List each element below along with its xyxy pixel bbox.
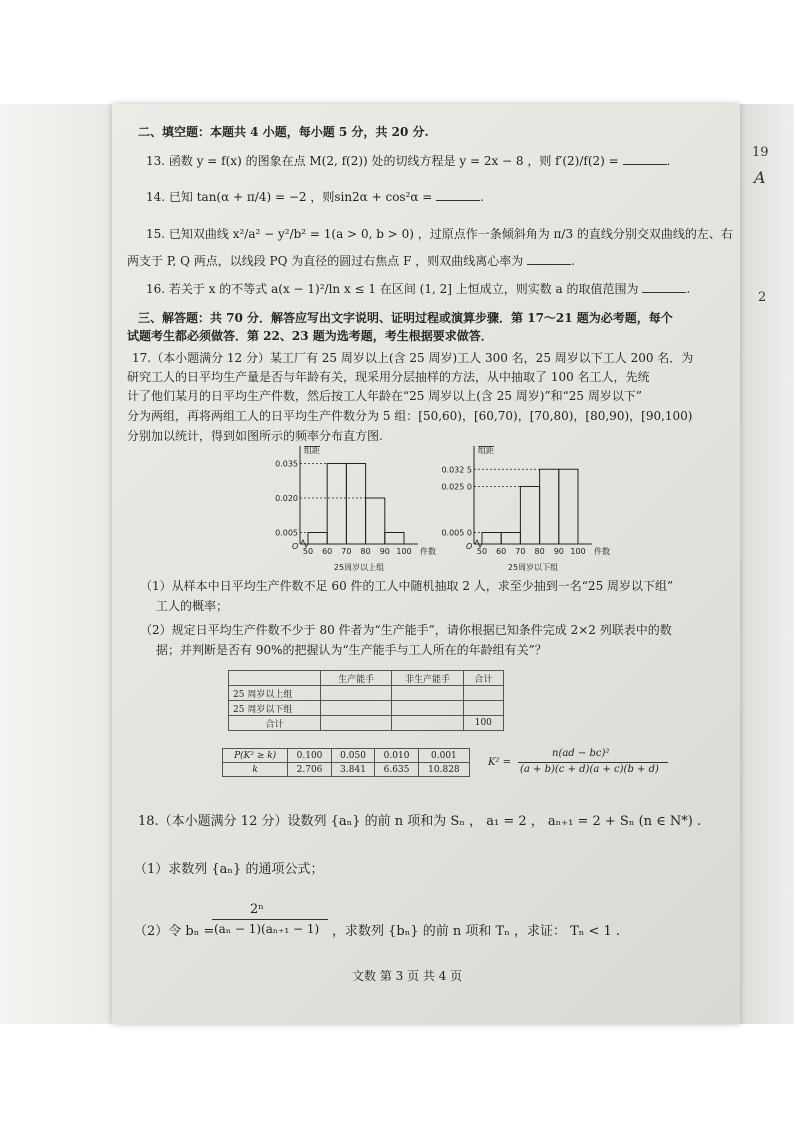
x-axis-label: 件数 [420, 547, 436, 556]
q18-intro: 18.（本小题满分 12 分）设数列 {aₙ} 的前 n 项和为 Sₙ ， a₁ = 2 ， aₙ₊₁ = 2 + Sₙ (n ∈ N*) . [138, 814, 702, 829]
page-footer: 文数 第 3 页 共 4 页 [352, 969, 463, 983]
table-row [229, 686, 504, 701]
table-cell[interactable] [463, 686, 503, 701]
table-cell: 合计 [463, 671, 503, 686]
formula-denominator: (a + b)(c + d)(a + c)(b + d) [520, 764, 659, 775]
chart-caption: 25周岁以下组 [507, 563, 559, 572]
histogram-bar [501, 533, 520, 545]
q17-sub1-line1: （1）从样本中日平均生产件数不足 60 件的工人中随机抽取 2 人，求至少抽到一名“25 周岁以下组” [140, 579, 674, 593]
q18-sub2-denominator: (aₙ − 1)(aₙ₊₁ − 1) [214, 922, 320, 936]
y-axis-label: 组距 [304, 446, 320, 455]
x-tick-label: 70 [341, 547, 352, 556]
table-cell: k [223, 763, 288, 777]
edge-fragment-mid: A [754, 168, 766, 187]
table-cell: 合计 [229, 716, 321, 731]
x-tick-label: 100 [396, 547, 412, 556]
formula-bar [518, 762, 668, 763]
q17-sub2-line2: 据；并判断是否有 90%的把握认为“生产能手与工人所在的年龄组有关”？ [156, 643, 547, 657]
x-tick-label: 50 [302, 547, 314, 556]
origin-label: O [292, 542, 299, 551]
x-tick-label: 60 [322, 547, 333, 556]
histogram-under-25 [436, 446, 616, 576]
table-row [223, 749, 470, 763]
table-cell: 3.841 [331, 763, 375, 777]
q18-sub2-post: ，求数列 {bₙ} 的前 n 项和 Tₙ ，求证： Tₙ < 1 . [332, 924, 621, 939]
histogram-bar [520, 487, 539, 545]
table-cell: 0.100 [288, 749, 332, 763]
table-cell[interactable] [392, 701, 463, 716]
histogram-bar [559, 469, 578, 544]
chart-caption: 25周岁以上组 [333, 563, 385, 572]
formula-lhs: K² = [488, 757, 512, 768]
y-tick-label: 0.025 0 [441, 482, 472, 492]
table-cell[interactable] [321, 701, 392, 716]
q17-line-5: 分别加以统计，得到如图所示的频率分布直方图. [127, 429, 383, 443]
y-tick-label: 0.005 0 [441, 528, 472, 538]
answer-blank-16[interactable] [642, 280, 686, 293]
table-cell [229, 671, 321, 686]
question-15-line2: 两支于 P, Q 两点，以线段 PQ 为直径的圆过右焦点 F ，则双曲线离心率为 . [127, 254, 575, 268]
x-tick-label: 90 [553, 547, 564, 556]
table-cell: 100 [463, 716, 503, 731]
table-cell[interactable] [392, 716, 463, 731]
x-tick-label: 90 [379, 547, 390, 556]
histogram-bar [308, 533, 327, 545]
histogram-bar [482, 533, 501, 545]
contingency-table [228, 670, 504, 731]
q17-line-4: 分为两组，再将两组工人的日平均生产件数分为 5 组：[50,60)，[60,70)，[70,80)，[80,90)，[90,100) [127, 409, 693, 423]
edge-fragment-lower: 2 [758, 290, 767, 305]
table-cell: 25 周岁以下组 [229, 701, 321, 716]
table-cell: 0.050 [331, 749, 375, 763]
histogram-bar [327, 464, 346, 545]
section3-heading-line1: 三、解答题：共 70 分．解答应写出文字说明、证明过程或演算步骤．第 17～21 题为必考题，每个 [138, 311, 673, 325]
section3-heading-line2: 试题考生都必须做答．第 22、23 题为选考题，考生根据要求做答． [127, 329, 493, 343]
q18-sub2-bar [212, 919, 328, 920]
question-13: 13. 函数 y = f(x) 的图象在点 M(2, f(2)) 处的切线方程是 y = 2x − 8 ，则 f′(2)/f(2) = . [146, 154, 671, 168]
q17-line-2: 研究工人的日平均生产量是否与年龄有关，现采用分层抽样的方法，从中抽取了 100 名工人，先统 [127, 370, 650, 384]
section2-heading: 二、填空题：本题共 4 小题，每小题 5 分，共 20 分. [138, 125, 429, 139]
question-14: 14. 已知 tan(α + π/4) = −2 ，则sin2α + cos²α = . [146, 190, 485, 204]
table-cell[interactable] [321, 716, 392, 731]
table-cell: 非生产能手 [392, 671, 463, 686]
q17-line-3: 计了他们某月的日平均生产件数，然后按工人年龄在“25 周岁以上(含 25 周岁)”和“25 周岁以下” [127, 389, 642, 403]
x-tick-label: 80 [534, 547, 545, 556]
table-row [229, 671, 504, 686]
table-cell: 生产能手 [321, 671, 392, 686]
q18-sub2-numerator: 2ⁿ [250, 902, 264, 917]
x-tick-label: 70 [515, 547, 526, 556]
table-cell: 6.635 [375, 763, 419, 777]
x-tick-label: 60 [496, 547, 507, 556]
table-row [223, 763, 470, 777]
histogram-bar [366, 498, 385, 544]
answer-blank-15[interactable] [527, 252, 571, 265]
y-axis-label: 组距 [478, 446, 494, 455]
x-tick-label: 50 [476, 547, 488, 556]
right-margin-strip [740, 104, 794, 1024]
critical-value-table [222, 748, 470, 777]
edge-fragment-top: 19 [752, 145, 769, 160]
q17-sub1-line2: 工人的概率； [156, 599, 229, 613]
table-cell[interactable] [321, 686, 392, 701]
x-tick-label: 80 [360, 547, 371, 556]
table-cell: 2.706 [288, 763, 332, 777]
histogram-bar [385, 533, 404, 545]
q17-line-1: 17.（本小题满分 12 分）某工厂有 25 周岁以上(含 25 周岁)工人 300 名，25 周岁以下工人 200 名．为 [132, 351, 694, 365]
x-tick-label: 100 [570, 547, 586, 556]
table-cell: 10.828 [418, 763, 469, 777]
q18-sub2-pre: （2）令 bₙ = [134, 924, 215, 939]
y-tick-label: 0.020 [275, 494, 298, 503]
table-cell: P(K² ≥ k) [223, 749, 288, 763]
left-margin-strip [0, 104, 112, 1024]
question-15-line1: 15. 已知双曲线 x²/a² − y²/b² = 1(a > 0, b > 0) ，过原点作一条倾斜角为 π/3 的直线分别交双曲线的左、右 [146, 227, 733, 241]
answer-blank-14[interactable] [436, 188, 480, 201]
y-tick-label: 0.005 [275, 528, 298, 538]
table-cell[interactable] [463, 701, 503, 716]
x-axis-label: 件数 [594, 547, 610, 556]
answer-blank-13[interactable] [623, 152, 667, 165]
question-16: 16. 若关于 x 的不等式 a(x − 1)²/ln x ≤ 1 在区间 (1, 2] 上恒成立，则实数 a 的取值范围为 . [146, 282, 691, 296]
q18-sub1: （1）求数列 {aₙ} 的通项公式； [134, 862, 324, 877]
histogram-bar [540, 469, 559, 544]
histogram-over-25 [262, 446, 442, 576]
table-cell: 0.010 [375, 749, 419, 763]
table-cell[interactable] [392, 686, 463, 701]
histogram-bar [346, 464, 365, 545]
y-tick-label: 0.035 [275, 459, 298, 469]
table-row [229, 701, 504, 716]
formula-numerator: n(ad − bc)² [552, 748, 610, 759]
table-row [229, 716, 504, 731]
q17-sub2-line1: （2）规定日平均生产件数不少于 80 件者为“生产能手”，请你根据已知条件完成 2×2 列联表中的数 [140, 623, 672, 637]
table-cell: 25 周岁以上组 [229, 686, 321, 701]
y-tick-label: 0.032 5 [441, 465, 472, 475]
table-cell: 0.001 [418, 749, 469, 763]
origin-label: O [466, 542, 473, 551]
